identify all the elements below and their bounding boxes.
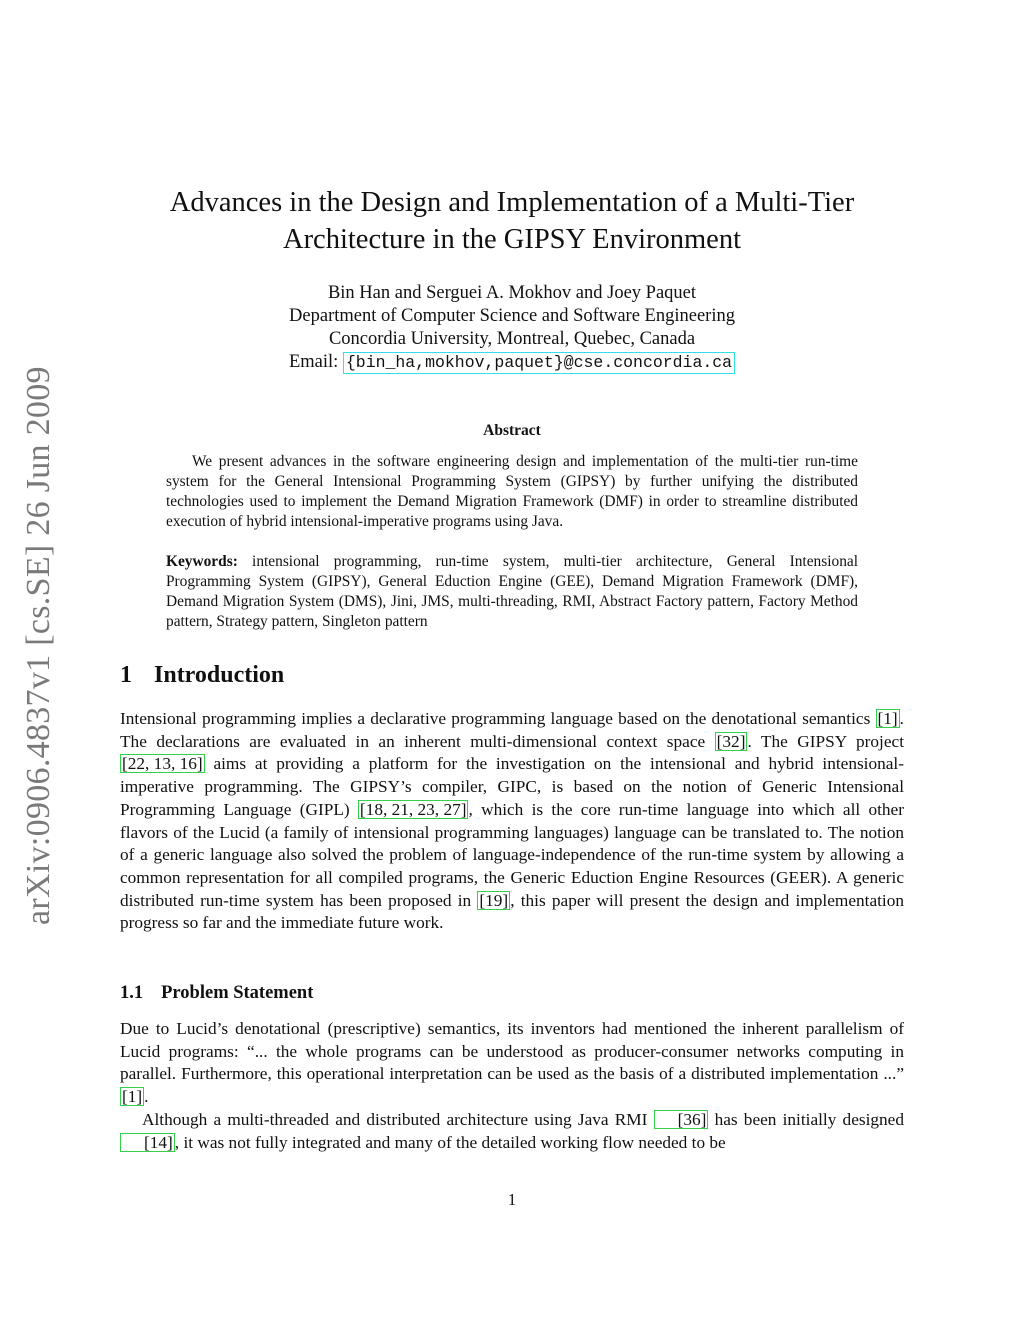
keywords [166, 552, 858, 632]
citation-link[interactable]: [14] [120, 1133, 175, 1152]
text-run: . The GIPSY project [747, 731, 904, 751]
citation-link[interactable]: [1] [122, 1087, 143, 1107]
title-line-1: Advances in the Design and Implementation of a Multi-Tier [169, 187, 855, 218]
citation-link[interactable]: [22, 13, 16] [122, 754, 203, 774]
author-affiliation: Concordia University, Montreal, Quebec, Canada [328, 329, 696, 349]
citation-link[interactable]: [36] [654, 1110, 709, 1129]
author-names: Bin Han and Serguei A. Mokhov and Joey Paquet [327, 283, 697, 303]
page-number: 1 [507, 1190, 517, 1209]
citation-link[interactable]: [18, 21, 23, 27] [359, 799, 467, 819]
abstract-text: We present advances in the software engineering design and implementation of the multi-tier run-time system for the General Intensional Programming System (GIPSY) by further unifying the distributed technologies used to implement the Demand Migration Framework (DMF) in order to streamline distributed execution of hybrid intensional-imperative programs using Java. [166, 453, 858, 530]
text-run: . The declarations are evaluated in an inherent multi-dimensional context space [120, 709, 904, 751]
text-run: , it was not fully integrated and many of the detailed working flow needed to be [174, 1132, 726, 1152]
arxiv-stamp: arXiv:0906.4837v1 [cs.SE] 26 Jun 2009 [20, 366, 57, 925]
section-heading-introduction [120, 662, 284, 689]
text-run: . [144, 1087, 149, 1107]
text-run: aims at providing a platform for the investigation on the intensional and hybrid intensional-imperative programming. The GIPSY’s compiler, GIPC, is based on the notion of Generic Intensional Programming Language (GIPL) [120, 754, 904, 819]
title-line-2: Architecture in the GIPSY Environment [282, 224, 741, 255]
citation-link[interactable]: [19] [479, 890, 509, 910]
citation-link[interactable]: [1] [877, 709, 898, 728]
section-number: 1 [120, 662, 132, 688]
text-run: has been initially designed [708, 1110, 904, 1129]
abstract-heading: Abstract [483, 422, 541, 439]
text-run: Although a multi-threaded and distributed architecture using Java RMI [142, 1110, 654, 1129]
citation-link[interactable]: [32] [716, 731, 746, 751]
section-title: Introduction [154, 662, 285, 688]
introduction-paragraph [120, 708, 904, 935]
paper-title [120, 184, 904, 258]
subsection-number: 1.1 [120, 983, 144, 1003]
problem-paragraph-1 [120, 1018, 904, 1109]
problem-paragraph-2 [120, 1109, 904, 1154]
email-label: Email: [288, 352, 343, 372]
author-department: Department of Computer Science and Software Engineering [289, 306, 735, 326]
author-block [120, 282, 904, 374]
text-run: , which is the core run-time language into which all other flavors of the Lucid (a family of intensional programming languages) language can be translated to. The notion of a generic language also solved the problem of language-independence of the run-time system by allowing a common representation for all compiled programs, the Generic Eduction Engine Resources (GEER). A generic distributed run-time system has been proposed in [120, 799, 904, 910]
author-email-line [120, 351, 904, 374]
text-run: Intensional programming implies a declarative programming language based on the denotational semantics [120, 709, 876, 728]
subsection-heading-problem-statement [120, 983, 313, 1004]
text-run: Due to Lucid’s denotational (prescriptive) semantics, its inventors had mentioned the inherent parallelism of Lucid programs: “... the whole programs can be understood as producer-consumer networks computing in parallel. Furthermore, this operational interpretation can be used as the basis of a distributed implementation ...” [120, 1019, 904, 1084]
keywords-text: intensional programming, run-time system, multi-tier architecture, General Intensional Programming System (GIPSY), General Eduction Engine (GEE), Demand Migration Framework (DMF), Demand Migration System (DMS), Jini, JMS, multi-threading, RMI, Abstract Factory pattern, Factory Method pattern, Strategy pattern, Singleton pattern [166, 553, 858, 630]
text-run: , this paper will present the design and implementation progress so far and the immediate future work. [120, 890, 904, 933]
email-link[interactable]: {bin_ha,mokhov,paquet}@cse.concordia.ca [343, 352, 735, 374]
keywords-label: Keywords: [166, 553, 238, 570]
subsection-title: Problem Statement [161, 983, 314, 1003]
